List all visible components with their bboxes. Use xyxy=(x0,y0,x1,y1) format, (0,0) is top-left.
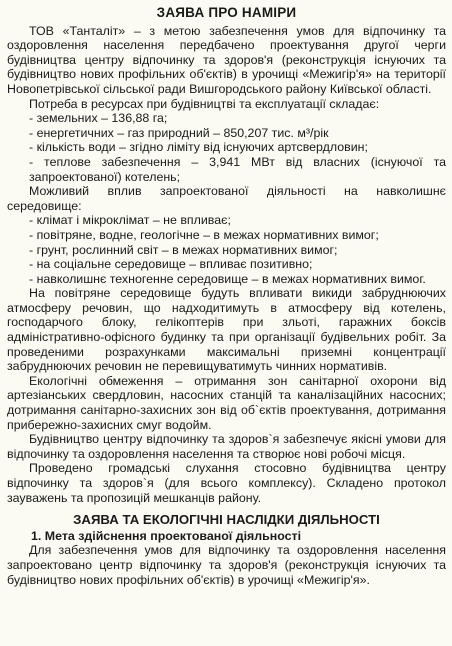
resource-item: - кількість води – згідно ліміту від існуючих артсвердловин; xyxy=(29,140,368,155)
public-hearings-paragraph: Проведено громадські слухання стосовно будівництва центру відпочинку та здоров`я (для всього комплексу). Складено протокол зауважень та пропозицій мешканців району. xyxy=(7,461,446,505)
air-impact-paragraph: На повітряне середовище будуть впливати викиди забруднюючих атмосферу речовин, що надходитимуть в атмосферу від котелень, господарчого блоку, гелікоптерів при зльоті, гаражних боксів адміністративно-офісного будинку та при організації будівельних робіт. За проведеними розрахунками максимальні приземні концентрації забруднюючих речовин не перевищуватимуть чинних нормативів. xyxy=(7,286,446,374)
intro-paragraph: ТОВ «Танталіт» – з метою забезпечення умов для відпочинку та оздоровлення населення передбачено проектування другої черги будівництва центру відпочинку та здоров'я (реконструкція існуючих та будівництво нових профільних об'єктів) в урочищі «Межигір'я» на території Новопетрівської сільської ради Вишгородського району Київської області. xyxy=(7,23,446,96)
impact-item: - на соціальне середовище – впливає позитивно; xyxy=(29,257,313,272)
section-title: ЗАЯВА ТА ЕКОЛОГІЧНІ НАСЛІДКИ ДІЯЛЬНОСТІ xyxy=(73,512,380,528)
benefits-paragraph: Будівництво центру відпочинку та здоров`я забезпечує якісні умови для відпочинку та оздоровлення населення та створює нові робочі місця. xyxy=(7,432,446,461)
resource-item: - теплове забезпечення – 3,941 МВт від власних (існуючої та запроектованої) котелень; xyxy=(29,154,446,184)
purpose-paragraph: Для забезпечення умов для відпочинку та оздоровлення населення запроектовано центр відпочинку та здоров'я (реконструкція існуючих та будівництво нових профільних об'єктів) в урочищі «Межигір'я». xyxy=(7,543,446,587)
resources-list xyxy=(7,111,446,184)
resources-intro: Потреба в ресурсах при будівництві та експлуатації складає: xyxy=(29,96,380,111)
impact-item: - повітряне, водне, геологічне – в межах нормативних вимог; xyxy=(29,227,379,242)
impact-item: - навколишнє техногенне середовище – в межах нормативних вимог. xyxy=(29,271,426,286)
impacts-list xyxy=(7,213,446,286)
ecological-restrictions-paragraph: Екологічні обмеження – отримання зон санітарної охорони від артезіанських свердловин, насосних станцій та каналізаційних насосних; дотримання санітарно-захисних зон від об`єктів проектування, дотримання прибережно-захисних смуг водойм. xyxy=(7,373,446,432)
impact-item: - клімат і мікроклімат – не впливає; xyxy=(29,213,231,228)
resource-item: - енергетичних – газ природний – 850,207 тис. м³/рік xyxy=(29,125,329,140)
subsection-title: 1. Мета здійснення проектованої діяльності xyxy=(31,528,302,543)
impact-intro: Можливий вплив запроектованої діяльності на навколишнє середовище: xyxy=(7,184,446,213)
document-title: ЗАЯВА ПРО НАМІРИ xyxy=(156,5,297,20)
impact-item: - грунт, рослинний світ – в межах нормативних вимог; xyxy=(29,242,338,257)
resource-item: - земельних – 136,88 га; xyxy=(29,111,168,126)
